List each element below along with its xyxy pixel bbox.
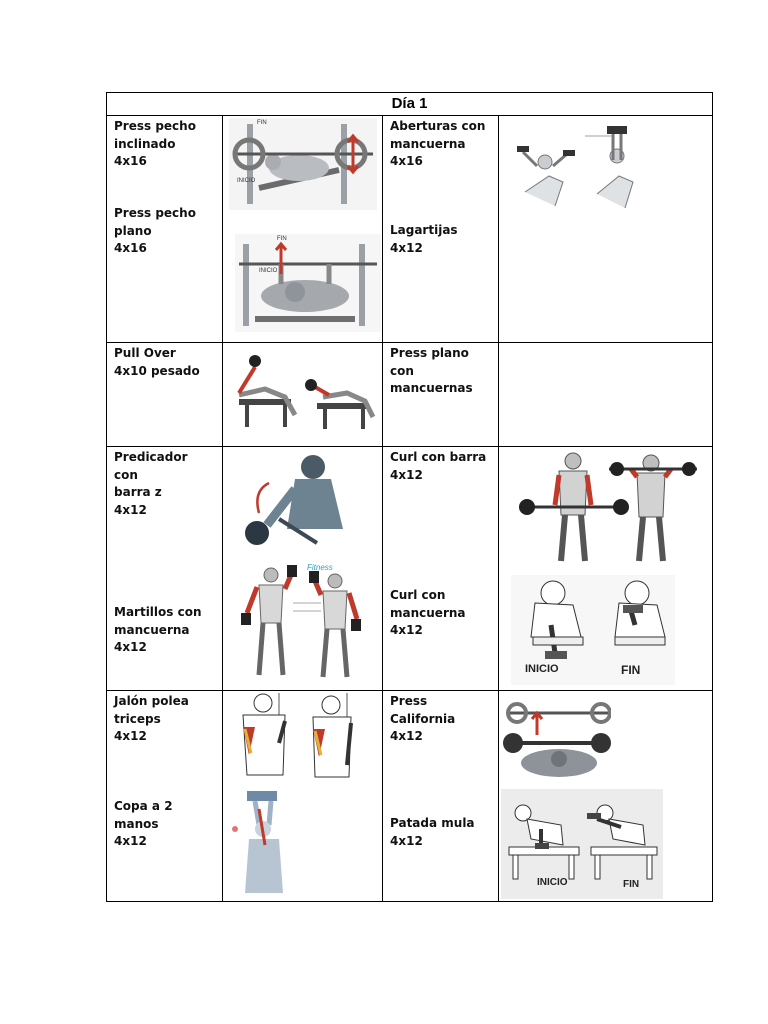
image-cell	[499, 447, 713, 691]
exercise-label: Aberturas con mancuerna 4x16	[390, 119, 486, 168]
overhead-extension-figure	[231, 789, 307, 901]
exercise-label: Curl con barra 4x12	[390, 450, 487, 482]
figure-label: FIN	[257, 120, 267, 126]
exercise-label: Lagartijas 4x12	[390, 223, 458, 255]
incline-dumbbell-fly-figure	[515, 122, 655, 214]
concentration-curl-figure	[511, 575, 675, 685]
exercise-label: Copa a 2 manos 4x12	[114, 799, 173, 848]
figure-label: INICIO	[237, 178, 256, 184]
exercise-label: Press California 4x12	[390, 694, 456, 743]
exercise-label: Martillos con mancuerna 4x12	[114, 605, 202, 654]
preacher-curl-figure	[239, 449, 359, 553]
exercise-cell	[383, 447, 499, 691]
california-press-figure	[503, 693, 611, 785]
exercise-cell	[107, 343, 223, 447]
barbell-curl-figure	[513, 449, 699, 565]
brand-label: Fitness	[307, 563, 333, 572]
exercise-label: Patada mula 4x12	[390, 816, 475, 848]
hammer-curl-figure	[237, 563, 367, 683]
exercise-label: Press pecho inclinado 4x16	[114, 119, 196, 168]
exercise-label: Jalón polea triceps 4x12	[114, 694, 189, 743]
image-cell	[223, 691, 383, 902]
triceps-pushdown-figure	[235, 693, 371, 785]
exercise-label: Pull Over 4x10 pesado	[114, 346, 200, 378]
figure-label: FIN	[621, 663, 641, 677]
figure-label: INICIO	[259, 268, 278, 274]
flat-bench-press-figure	[235, 234, 381, 332]
exercise-label: Curl con mancuerna 4x12	[390, 588, 466, 637]
workout-table	[106, 92, 713, 902]
exercise-cell	[383, 691, 499, 902]
incline-bench-press-figure	[229, 118, 377, 210]
pullover-figure	[225, 349, 379, 437]
exercise-cell	[383, 116, 499, 343]
image-cell	[223, 116, 383, 343]
figure-label: FIN	[623, 879, 640, 890]
exercise-label: Press pecho plano 4x16	[114, 206, 196, 255]
image-cell	[499, 691, 713, 902]
image-cell	[499, 343, 713, 447]
exercise-cell	[383, 343, 499, 447]
figure-label: INICIO	[537, 877, 568, 888]
exercise-label: Predicador con barra z 4x12	[114, 450, 188, 517]
exercise-cell	[107, 447, 223, 691]
figure-label: FIN	[277, 236, 287, 242]
table-title: Día 1	[107, 93, 713, 116]
triceps-kickback-figure	[501, 789, 663, 899]
figure-label: INICIO	[525, 663, 559, 675]
exercise-cell	[107, 691, 223, 902]
exercise-cell	[107, 116, 223, 343]
image-cell	[223, 447, 383, 691]
image-cell	[499, 116, 713, 343]
exercise-label: Press plano con mancuernas	[390, 346, 473, 395]
image-cell	[223, 343, 383, 447]
